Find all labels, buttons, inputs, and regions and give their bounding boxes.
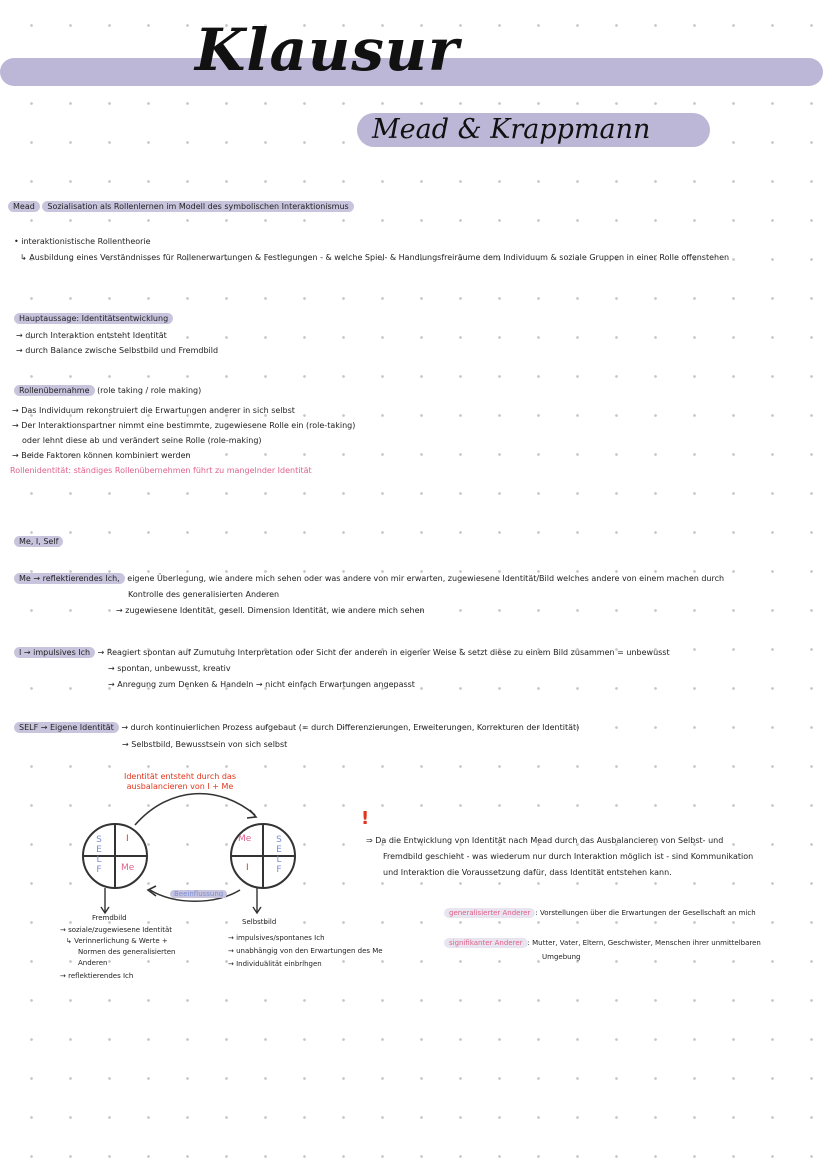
me-tag: Me → reflektierendes Ich, (14, 573, 125, 584)
definition-signifikanter-anderer: signifikanter Anderer : Mutter, Vater, Eltern, Geschwister, Menschen ihrer unmittelbaren (444, 939, 761, 947)
page-title: Klausur (195, 16, 460, 84)
note-line: und Interaktion die Voraussetzung dafür, dass Identität entstehen kann. (383, 868, 672, 877)
exclamation-icon: ! (361, 808, 370, 829)
mead-bullet: • interaktionistische Rollentheorie (14, 237, 151, 246)
rollen-line: → Der Interaktionspartner nimmt eine bestimmte, zugewiesene Rolle ein (role-taking) (12, 421, 356, 430)
definition-generalisierter-anderer: generalisierter Anderer : Vorstellungen über die Erwartungen der Gesellschaft an mich (444, 909, 756, 917)
diagram-top-note: Identität entsteht durch das ausbalancieren von I + Me (123, 772, 237, 791)
me-line3: → zugewiesene Identität, gesell. Dimension Identität, wie andere mich sehen (116, 606, 425, 615)
i-row (14, 648, 670, 657)
mead-line: ↳ Ausbildung eines Verständnisses für Rollenerwartungen & Festlegungen - & welche Spiel- & Handlungsfreiräume dem Individuum & soziale Gruppen in einer Rolle offenstehen (20, 253, 730, 262)
hauptaussage-line: → durch Balance zwische Selbstbild und Fremdbild (16, 346, 219, 355)
right-circle-self-letters: S E L F (276, 835, 282, 875)
i-tag: I → impulsives Ich (14, 647, 95, 658)
left-circle-i: I (126, 834, 129, 844)
mead-heading: Sozialisation als Rollenlernen im Modell des symbolischen Interaktionismus (42, 201, 353, 212)
hauptaussage-line: → durch Interaktion entsteht Identität (16, 331, 167, 340)
beeinflussung-label: Beeinflussung (170, 890, 227, 898)
note-line: ⇒ Da die Entwicklung von Identität nach Mead durch das Ausbalancieren von Selbst- und (366, 836, 724, 845)
self-line1: → durch kontinuierlichen Prozess aufgebaut (= durch Differenzierungen, Erweiterungen, Korrekturen der Identität) (121, 723, 580, 732)
rollen-line: oder lehnt diese ab und verändert seine Rolle (role-making) (22, 436, 262, 445)
fremdbild-line: → soziale/zugewiesene Identität (60, 926, 173, 934)
rollen-line: → Das Individuum rekonstruiert die Erwartungen anderer in sich selbst (12, 406, 295, 415)
self-line2: → Selbstbild, Bewusstsein von sich selbst (122, 740, 288, 749)
fremdbild-line: → reflektierendes Ich (60, 972, 134, 980)
rollen-heading: Rollenübernahme (role taking / role making) (14, 386, 201, 395)
right-circle-i: I (246, 863, 249, 873)
left-circle-self-letters: S E L F (96, 835, 102, 875)
definition-signifikanter-anderer-cont: Umgebung (542, 953, 581, 961)
selbstbild-line: → unabhängig von den Erwartungen des Me (228, 947, 383, 955)
mead-heading-row (8, 202, 354, 211)
left-circle-me: Me (121, 863, 135, 873)
i-line1: → Reagiert spontan auf Zumutung Interpretation oder Sicht der anderen in eigener Weise & setzt diese zu einem Bild zusammen = unbewusst (97, 648, 670, 657)
rollen-line: → Beide Faktoren können kombiniert werden (12, 451, 191, 460)
mead-tag: Mead (8, 201, 40, 212)
i-line3: → Anregung zum Denken & Handeln → nicht einfach Erwartungen angepasst (108, 680, 415, 689)
me-line2: Kontrolle des generalisierten Anderen (128, 590, 280, 599)
left-self-circle (82, 823, 148, 889)
me-row (14, 574, 724, 583)
me-i-self-heading: Me, I, Self (14, 537, 63, 546)
fremdbild-label: Fremdbild (92, 914, 127, 922)
fremdbild-line: ↳ Verinnerlichung & Werte + (66, 937, 168, 945)
self-row (14, 723, 579, 732)
fremdbild-line: Anderen (78, 959, 108, 967)
selbstbild-line: → impulsives/spontanes Ich (228, 934, 325, 942)
top-arrow (135, 794, 255, 825)
page-subtitle: Mead & Krappmann (372, 114, 651, 145)
right-circle-me: Me (238, 834, 252, 844)
selbstbild-line: → Individualität einbringen (228, 960, 322, 968)
note-line: Fremdbild geschieht - was wiederum nur durch Interaktion möglich ist - sind Kommunikation (383, 852, 754, 861)
i-line2: → spontan, unbewusst, kreativ (108, 664, 231, 673)
selbstbild-label: Selbstbild (242, 918, 277, 926)
hauptaussage-heading: Hauptaussage: Identitätsentwicklung (14, 314, 173, 323)
me-line1: eigene Überlegung, wie andere mich sehen oder was andere von mir erwarten, zugewiesene Identität/Bild welches andere von einem machen durch (127, 574, 725, 583)
fremdbild-line: Normen des generalisierten (78, 948, 176, 956)
right-self-circle (230, 823, 296, 889)
self-tag: SELF → Eigene Identität (14, 722, 119, 733)
rollenidentitaet-note: Rollenidentität: ständiges Rollenübernehmen führt zu mangelnder Identität (10, 466, 312, 475)
